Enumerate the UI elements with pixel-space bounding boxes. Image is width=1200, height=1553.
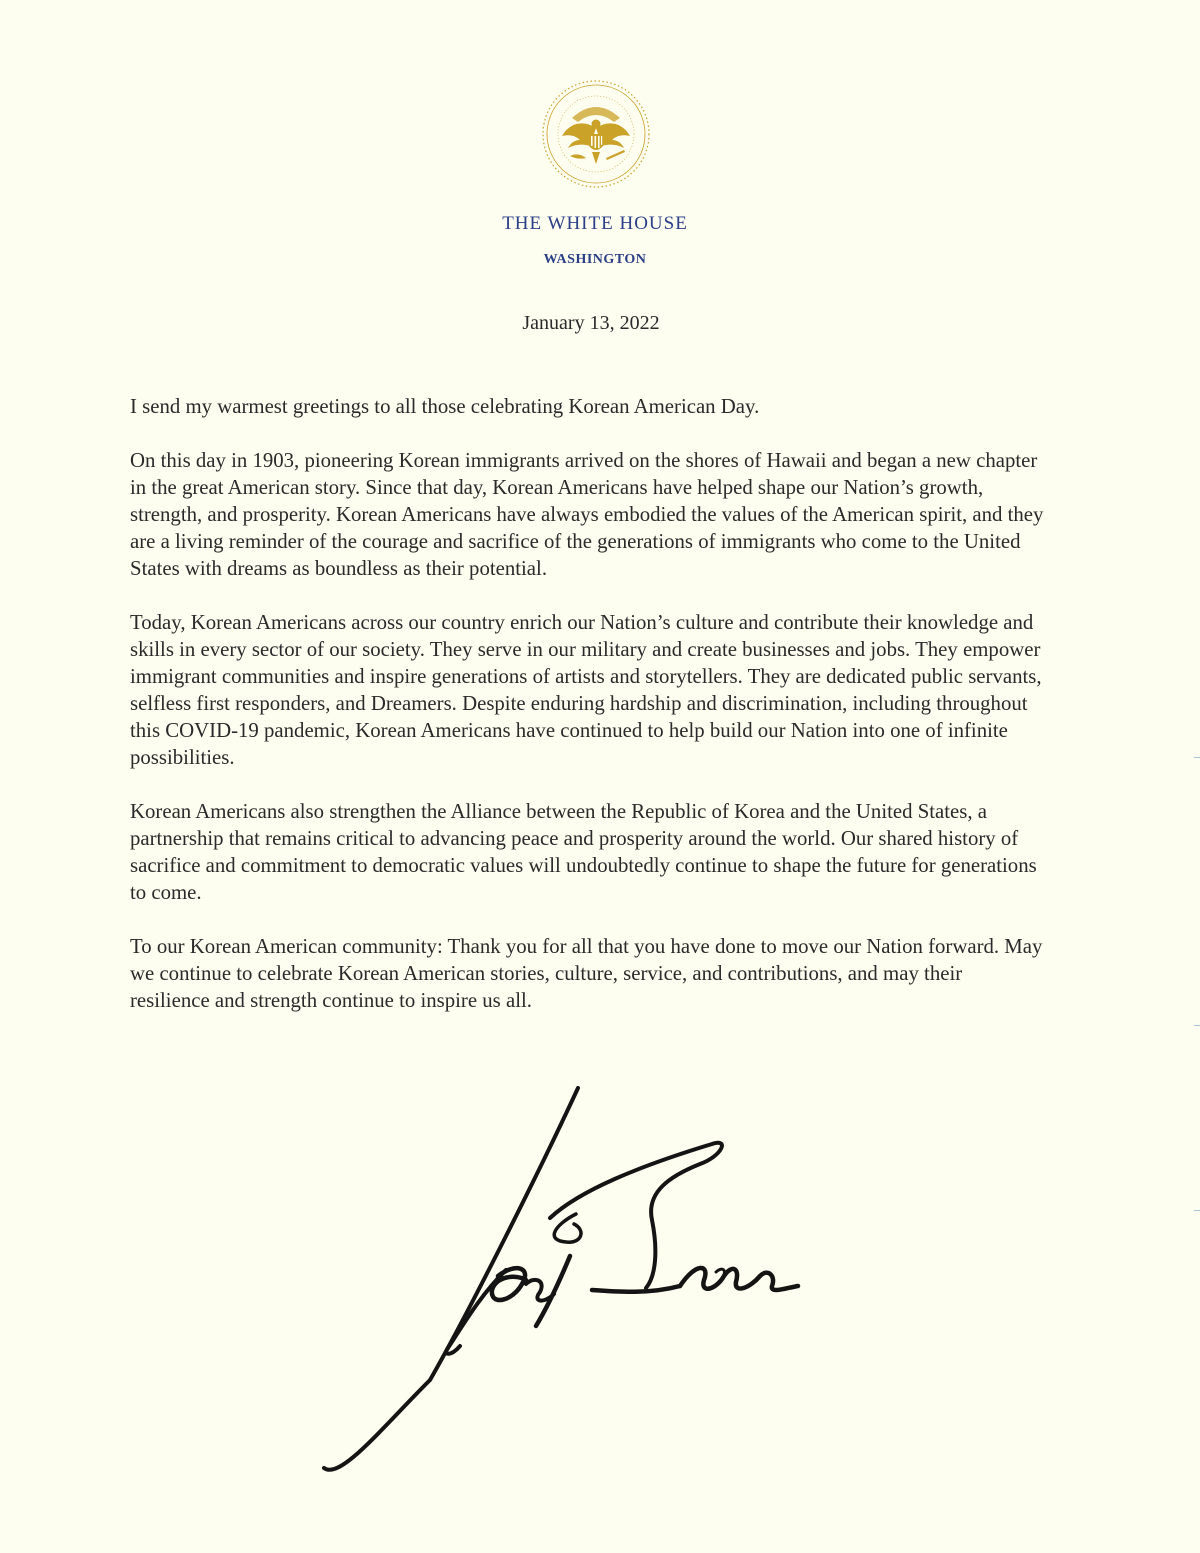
page-edge-mark: [1194, 1210, 1200, 1211]
handwritten-signature-icon: [320, 1080, 820, 1490]
letter-paragraph: I send my warmest greetings to all those celebrating Korean American Day.: [130, 395, 760, 418]
letterhead-title: THE WHITE HOUSE: [502, 213, 688, 234]
letter-paragraph: Korean Americans also strengthen the Alliance between the Republic of Korea and the United States, a partnership that remains critical to advancing peace and prosperity around the world. Our shared history of sacrifice and commitment to democratic values will undoubtedly continue to shape the future for generations to come.: [130, 800, 1037, 904]
letter-paragraph: Today, Korean Americans across our country enrich our Nation’s culture and contribute their knowledge and skills in every sector of our society. They serve in our military and create businesses and jobs. They empower immigrant communities and inspire generations of artists and storytellers. They are dedicated public servants, selfless first responders, and Dreamers. Despite enduring hardship and discrimination, including throughout this COVID-19 pandemic, Korean Americans have continued to help build our Nation into one of infinite possibilities.: [130, 611, 1042, 769]
letter-paragraph: On this day in 1903, pioneering Korean immigrants arrived on the shores of Hawaii and began a new chapter in the great American story. Since that day, Korean Americans have helped shape our Nation’s growth, strength, and prosperity. Korean Americans have always embodied the values of the American spirit, and they are a living reminder of the courage and sacrifice of the generations of immigrants who come to the United States with dreams as boundless as their potential.: [130, 449, 1044, 580]
letterhead-subtitle: WASHINGTON: [543, 252, 647, 267]
page-edge-mark: [1194, 757, 1200, 758]
letter-paragraph: To our Korean American community: Thank you for all that you have done to move our Nation forward. May we continue to celebrate Korean American stories, culture, service, and contributions, and may their resilience and strength continue to inspire us all.: [130, 935, 1043, 1012]
letter-body: [130, 393, 1045, 1041]
presidential-seal-icon: [540, 78, 652, 190]
page-edge-mark: [1194, 1025, 1200, 1026]
letter-date: January 13, 2022: [522, 312, 660, 334]
